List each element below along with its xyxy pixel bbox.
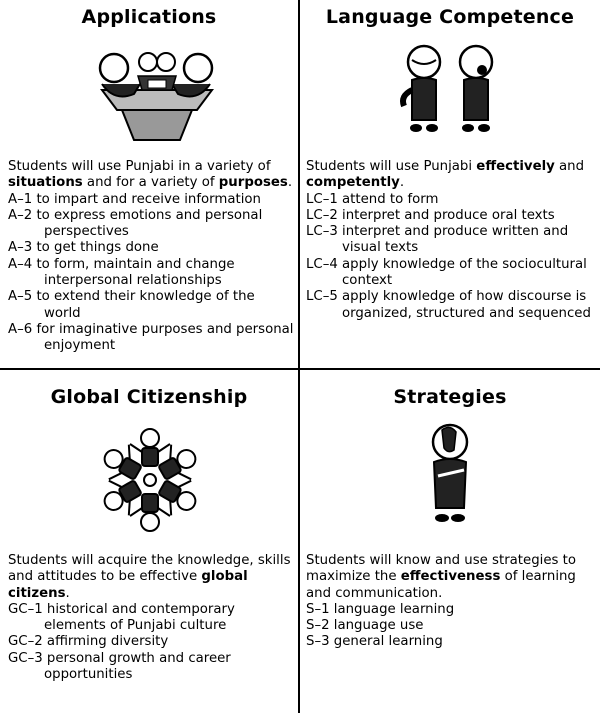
item-text: apply knowledge of how discourse is organized, structured and sequenced bbox=[337, 289, 591, 321]
item-text: to express emotions and personal perspectives bbox=[32, 207, 263, 240]
item-code: A–6 bbox=[8, 321, 33, 337]
item-text: to impart and receive information bbox=[32, 191, 261, 207]
item-code: A–4 bbox=[8, 256, 33, 272]
strategies-panel bbox=[300, 370, 600, 713]
intro-text: . bbox=[65, 585, 70, 601]
list-item bbox=[306, 208, 596, 224]
item-code: LC–1 bbox=[306, 191, 338, 207]
intro-text: and for a variety of bbox=[82, 175, 219, 191]
list-item bbox=[8, 289, 294, 322]
item-text: language use bbox=[329, 618, 424, 634]
item-code: LC–4 bbox=[306, 256, 338, 272]
list-item bbox=[8, 634, 294, 650]
list-item bbox=[8, 208, 294, 241]
global-citizenship-intro bbox=[8, 553, 294, 602]
list-item bbox=[8, 192, 294, 208]
intro-text: Students will know and use strategies to maximize the bbox=[306, 553, 577, 585]
list-item bbox=[306, 602, 596, 618]
global-citizenship-panel bbox=[0, 370, 298, 713]
intro-bold: effectiveness bbox=[400, 569, 501, 585]
item-code: A–3 bbox=[8, 240, 33, 256]
item-code: A–1 bbox=[8, 191, 33, 207]
item-code: GC–2 bbox=[8, 634, 43, 650]
list-item bbox=[8, 651, 294, 684]
intro-text: and bbox=[554, 159, 585, 174]
list-item bbox=[306, 224, 596, 257]
circle-of-people-icon bbox=[94, 420, 206, 540]
list-item bbox=[306, 618, 596, 634]
item-code: S–2 bbox=[306, 618, 330, 634]
intro-bold: situations bbox=[8, 175, 83, 191]
item-code: LC–2 bbox=[306, 207, 338, 223]
two-people-talking-icon bbox=[392, 40, 508, 136]
item-text: interpret and produce written and visual texts bbox=[337, 224, 569, 256]
list-item bbox=[8, 257, 294, 290]
strategies-intro bbox=[306, 553, 596, 602]
intro-text: Students will use Punjabi in a variety of bbox=[8, 159, 271, 174]
intro-bold: competently bbox=[306, 175, 400, 191]
item-text: historical and contemporary elements of Punjabi culture bbox=[42, 601, 235, 634]
global-citizenship-body bbox=[8, 553, 294, 683]
item-code: GC–1 bbox=[8, 601, 43, 617]
item-code: GC–3 bbox=[8, 650, 43, 666]
strategies-body bbox=[306, 553, 596, 651]
list-item bbox=[306, 192, 596, 208]
language-competence-intro bbox=[306, 159, 596, 192]
list-item bbox=[8, 602, 294, 635]
list-item bbox=[306, 289, 596, 322]
language-competence-panel bbox=[300, 0, 600, 368]
intro-text: Students will acquire the knowledge, skills and attitudes to be effective bbox=[8, 553, 291, 585]
intro-text: Students will use Punjabi bbox=[306, 159, 477, 174]
item-code: A–5 bbox=[8, 289, 33, 305]
item-text: language learning bbox=[329, 601, 455, 617]
item-text: affirming diversity bbox=[42, 634, 169, 650]
intro-text: . bbox=[399, 175, 405, 191]
item-text: apply knowledge of the sociocultural context bbox=[337, 256, 587, 289]
item-code: S–1 bbox=[306, 601, 330, 617]
item-text: to form, maintain and change interpersonal relationships bbox=[32, 256, 235, 289]
item-code: S–3 bbox=[306, 634, 330, 650]
item-text: general learning bbox=[329, 634, 443, 650]
list-item bbox=[306, 257, 596, 290]
applications-title: Applications bbox=[81, 6, 217, 28]
strategies-title: Strategies bbox=[393, 386, 507, 408]
item-text: interpret and produce oral texts bbox=[337, 207, 555, 223]
list-item bbox=[306, 634, 596, 650]
item-code: LC–5 bbox=[306, 289, 338, 305]
intro-text: . bbox=[287, 175, 293, 191]
applications-intro bbox=[8, 159, 294, 192]
applications-body bbox=[8, 159, 294, 355]
thinking-person-icon bbox=[420, 420, 480, 526]
intro-bold: purposes bbox=[218, 175, 288, 191]
item-text: to get things done bbox=[32, 240, 159, 256]
item-code: A–2 bbox=[8, 207, 33, 223]
item-text: personal growth and career opportunities bbox=[42, 650, 231, 683]
item-text: attend to form bbox=[337, 191, 439, 207]
intro-text: of learning and communication. bbox=[306, 569, 576, 601]
list-item bbox=[8, 240, 294, 256]
item-text: for imaginative purposes and personal enjoyment bbox=[32, 321, 294, 354]
item-code: LC–3 bbox=[306, 224, 338, 240]
intro-bold: effectively bbox=[476, 159, 555, 174]
list-item bbox=[8, 322, 294, 355]
applications-panel bbox=[0, 0, 298, 368]
intro-bold: global citizens bbox=[8, 569, 248, 601]
item-text: to extend their knowledge of the world bbox=[32, 289, 255, 321]
language-competence-body bbox=[306, 159, 596, 322]
language-competence-title: Language Competence bbox=[325, 6, 575, 28]
global-citizenship-title: Global Citizenship bbox=[50, 386, 248, 408]
group-at-table-icon bbox=[92, 40, 222, 145]
